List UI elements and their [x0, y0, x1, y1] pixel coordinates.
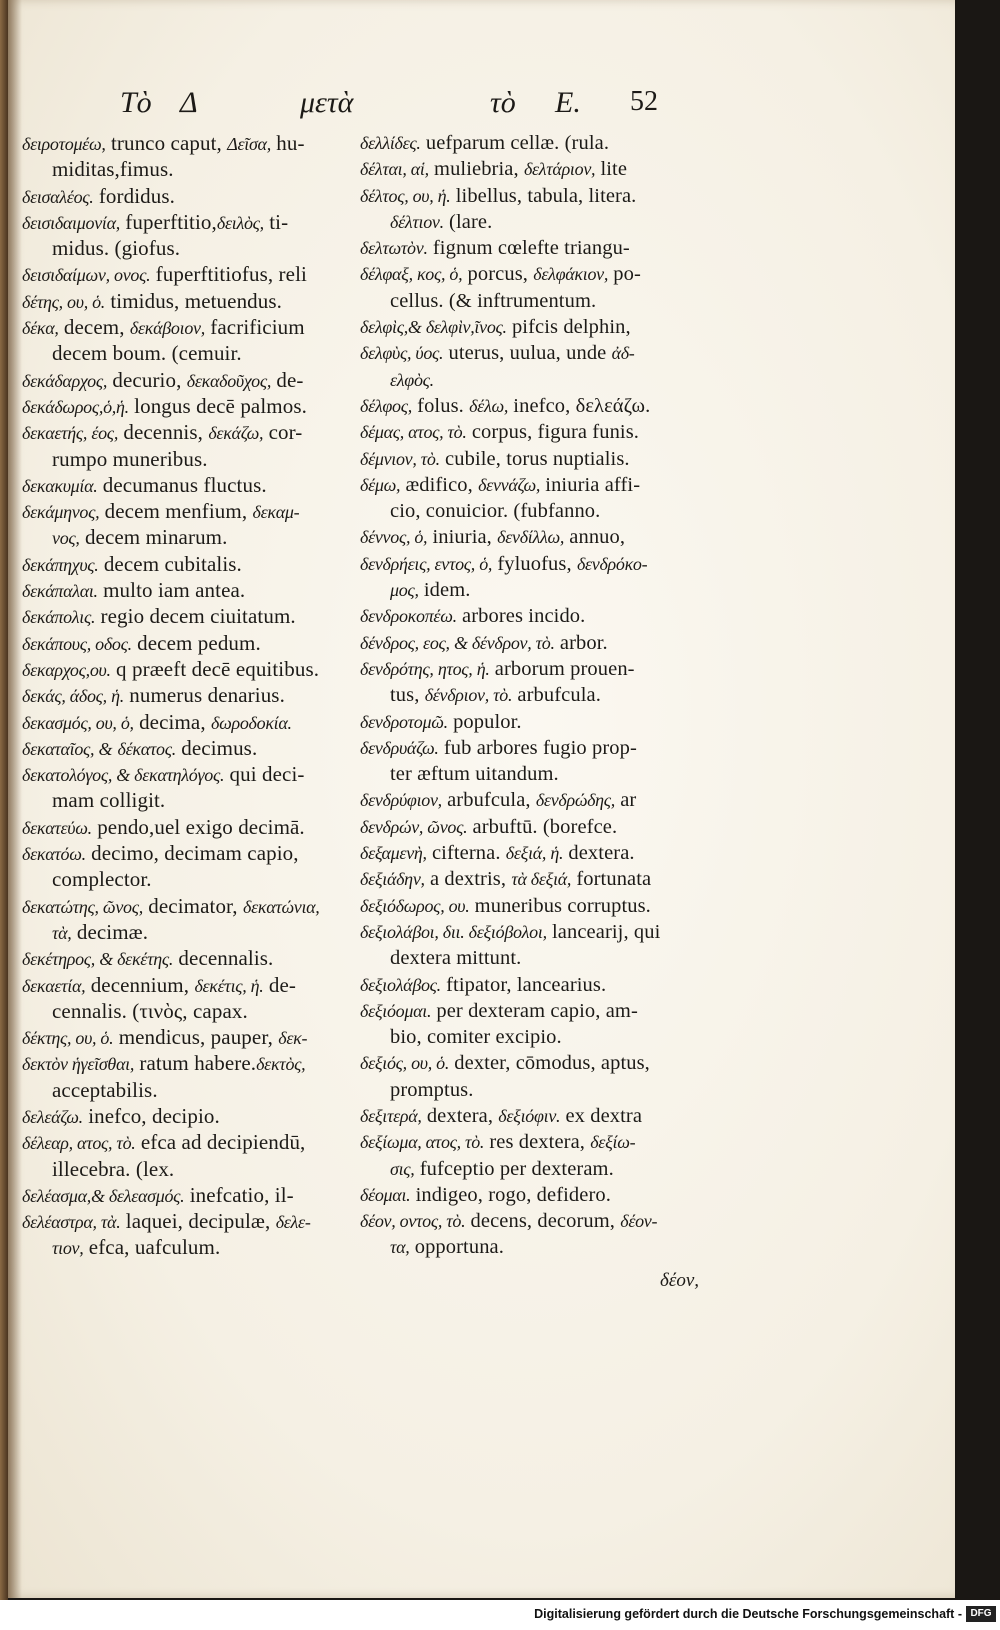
- latin-gloss: fuperftitiofus, reli: [150, 262, 307, 287]
- dictionary-line: [22, 209, 358, 235]
- greek-term: δεκάβοιον,: [129, 318, 205, 339]
- dictionary-line: [22, 235, 358, 261]
- dictionary-line: [360, 1129, 690, 1155]
- latin-gloss: bio, comiter excipio.: [390, 1026, 562, 1049]
- latin-gloss: decem minarum.: [79, 525, 228, 550]
- dictionary-line: [360, 183, 690, 209]
- dictionary-line: [360, 498, 690, 524]
- dictionary-line: [22, 998, 358, 1024]
- dictionary-line: [360, 156, 690, 182]
- latin-gloss: decennis,: [118, 420, 209, 445]
- greek-headword: τὰ,: [52, 922, 72, 943]
- greek-term: δενδρώδης,: [535, 790, 615, 811]
- dictionary-line: [22, 577, 358, 603]
- greek-headword: δεκαετία,: [22, 975, 86, 996]
- dictionary-line: [360, 1077, 690, 1103]
- greek-headword: δελφὶς,& δελφὶν,ῖνος.: [360, 317, 507, 338]
- latin-gloss: efca ad decipiendū,: [135, 1130, 306, 1155]
- greek-headword: σις,: [390, 1158, 415, 1179]
- greek-headword: δεξιάδην,: [360, 869, 425, 890]
- latin-gloss: decem boum. (cemuir.: [52, 341, 242, 366]
- greek-headword: δέκτης, ου, ὁ.: [22, 1028, 114, 1049]
- greek-headword: δεκέτηρος, & δεκέτης.: [22, 949, 174, 970]
- greek-headword: δενδρυάζω.: [360, 737, 439, 758]
- dictionary-line: [22, 866, 358, 892]
- latin-gloss: idem.: [418, 579, 471, 602]
- latin-gloss: de-: [271, 367, 304, 392]
- greek-headword: δελεάζω.: [22, 1106, 83, 1127]
- latin-gloss: acceptabilis.: [52, 1077, 158, 1102]
- greek-term: δεννάζω,: [478, 474, 541, 495]
- dictionary-line: [360, 551, 690, 577]
- greek-term: δεξιά, ἡ.: [505, 843, 564, 864]
- greek-headword: δεκάμηνος,: [22, 502, 100, 523]
- greek-headword: δεισιδαίμων, ονος.: [22, 265, 151, 286]
- dictionary-line: [22, 261, 358, 287]
- latin-gloss: decem menfium,: [99, 499, 253, 524]
- footer-bar: [0, 1600, 1000, 1630]
- latin-gloss: miditas,fimus.: [52, 157, 174, 182]
- latin-gloss: fordidus.: [93, 183, 175, 208]
- dictionary-line: [22, 603, 358, 629]
- dictionary-line: [360, 761, 690, 787]
- latin-gloss: hu-: [270, 131, 305, 155]
- dictionary-line: [360, 524, 690, 550]
- greek-headword: δεισιδαιμονία,: [22, 212, 120, 233]
- running-head-middle: μετὰ: [300, 86, 354, 119]
- latin-gloss: dextera.: [563, 842, 635, 865]
- greek-headword: δέλτιον.: [390, 211, 444, 232]
- right-column: [360, 130, 690, 1261]
- page-number: 52: [630, 86, 658, 117]
- greek-headword: δεκακυμία.: [22, 475, 98, 496]
- dictionary-line: [22, 183, 358, 209]
- greek-headword: δεξιολάβος.: [360, 974, 441, 995]
- dictionary-line: [22, 709, 358, 735]
- latin-gloss: rumpo muneribus.: [52, 446, 208, 471]
- dictionary-line: [22, 1182, 358, 1208]
- greek-headword: δεξιτερά,: [360, 1105, 422, 1126]
- latin-gloss: decimator,: [142, 893, 244, 918]
- dictionary-line: [360, 235, 690, 261]
- dictionary-line: [22, 814, 358, 840]
- latin-gloss: de-: [263, 972, 296, 997]
- greek-term: δελε-: [275, 1212, 311, 1233]
- latin-gloss: ratum habere.: [134, 1051, 257, 1076]
- dictionary-line: [22, 393, 358, 419]
- latin-gloss: libellus, tabula, litera.: [450, 184, 637, 207]
- greek-headword: δεκαταῖος, &: [22, 738, 113, 759]
- latin-gloss: facrificium: [204, 315, 305, 340]
- greek-headword: δεκάπαλαι.: [22, 581, 98, 602]
- dictionary-line: [22, 446, 358, 472]
- dictionary-line: [360, 787, 690, 813]
- greek-headword: δέκα,: [22, 318, 59, 339]
- greek-headword: δενδρότης, ητος, ἡ.: [360, 658, 490, 679]
- greek-headword: δέλται, αἱ,: [360, 159, 429, 180]
- dictionary-line: [22, 1208, 358, 1234]
- latin-gloss: regio decem ciuitatum.: [95, 604, 296, 629]
- latin-gloss: fyluofus,: [492, 552, 577, 575]
- latin-gloss: cifterna.: [426, 842, 506, 865]
- latin-gloss: illecebra. (lex.: [52, 1156, 175, 1181]
- greek-headword: δειροτομέω,: [22, 134, 106, 154]
- latin-gloss: (lare.: [443, 210, 493, 233]
- greek-term: δεκ-: [278, 1028, 308, 1049]
- latin-gloss: ter æftum uitandum.: [390, 763, 559, 786]
- greek-headword: δέλφος,: [360, 395, 412, 416]
- greek-term: δεκατώνια,: [243, 896, 320, 917]
- greek-term: δένδριον, τὸ.: [424, 685, 513, 706]
- greek-term: ἀδ-: [611, 343, 635, 364]
- greek-term: δεκάζω,: [208, 423, 264, 444]
- latin-gloss: fub arbores fugio prop-: [438, 736, 637, 759]
- latin-gloss: annuo,: [564, 526, 626, 549]
- catchword: δέον,: [660, 1270, 700, 1291]
- dictionary-line: [22, 893, 358, 919]
- dictionary-line: [360, 682, 690, 708]
- latin-gloss: ftipator, lancearius.: [440, 973, 607, 996]
- dictionary-line: [360, 840, 690, 866]
- dfg-logo-icon: DFG: [966, 1606, 996, 1622]
- greek-headword: δέμω,: [360, 474, 401, 495]
- latin-gloss: cubile, torus nuptialis.: [439, 447, 630, 470]
- latin-gloss: fufceptio per dexteram.: [414, 1157, 614, 1180]
- latin-gloss: laquei, decipulæ,: [120, 1209, 276, 1234]
- dictionary-line: [360, 367, 690, 393]
- latin-gloss: trunco caput,: [105, 131, 228, 155]
- dictionary-line: [360, 814, 690, 840]
- left-column: [22, 130, 358, 1261]
- latin-gloss: a dextris,: [424, 868, 512, 891]
- dictionary-line: [360, 288, 690, 314]
- greek-term: δενδίλλω,: [497, 527, 565, 548]
- latin-gloss: arbuftū. (borefce.: [467, 815, 618, 838]
- dictionary-line: [360, 1050, 690, 1076]
- dictionary-line: [360, 419, 690, 445]
- greek-headword: δελέασμα,& δελεασμός.: [22, 1185, 185, 1206]
- latin-gloss: cio, conuicior. (fubfanno.: [390, 500, 601, 523]
- latin-gloss: arbores incido.: [456, 605, 586, 628]
- latin-gloss: decimus.: [175, 735, 258, 760]
- latin-gloss: decennium,: [85, 972, 195, 997]
- dictionary-line: [360, 866, 690, 892]
- dictionary-line: [22, 735, 358, 761]
- latin-gloss: q præeft decē equitibus.: [110, 656, 320, 681]
- greek-headword: δεκασμός, ου, ὁ,: [22, 712, 134, 733]
- dictionary-line: [360, 603, 690, 629]
- greek-headword: δεκάδαρχος,: [22, 370, 108, 391]
- latin-gloss: decem pedum.: [131, 630, 261, 655]
- greek-headword: δέλφαξ, κος, ὁ,: [360, 264, 463, 285]
- dictionary-line: [360, 472, 690, 498]
- dictionary-line: [22, 656, 358, 682]
- dictionary-line: [22, 919, 358, 945]
- latin-gloss: lite: [595, 158, 628, 181]
- latin-gloss: inefco, decipio.: [82, 1103, 220, 1128]
- latin-gloss: uefparum cellæ. (rula.: [420, 132, 610, 154]
- greek-headword: νος,: [52, 528, 80, 549]
- latin-gloss: arborum prouen-: [489, 657, 635, 680]
- greek-headword: δεισαλέος.: [22, 186, 94, 207]
- greek-headword: δενδρήεις, εντος, ὁ,: [360, 553, 493, 574]
- greek-headword: δέομαι.: [360, 1184, 411, 1205]
- dictionary-line: [22, 1024, 358, 1050]
- dictionary-line: [360, 998, 690, 1024]
- dictionary-line: [360, 130, 690, 156]
- greek-term: δελτάριον,: [523, 159, 596, 180]
- latin-gloss: numerus denarius.: [123, 683, 285, 708]
- greek-term: δέκατος.: [117, 738, 176, 759]
- greek-headword: δενδροτομῶ.: [360, 711, 448, 732]
- dictionary-line: [22, 1103, 358, 1129]
- page-gutter-shadow: [8, 0, 22, 1598]
- latin-gloss: complector.: [52, 867, 152, 892]
- greek-term: δέλω,: [469, 395, 509, 416]
- greek-headword: δέννος, ὁ,: [360, 527, 428, 548]
- greek-headword: δεκτὸν ἡγεῖσθαι,: [22, 1054, 135, 1075]
- greek-headword: ελφὸς.: [390, 369, 434, 390]
- latin-gloss: populor.: [447, 710, 522, 733]
- dictionary-line: [22, 1234, 358, 1260]
- dictionary-line: [22, 419, 358, 445]
- latin-gloss: lancearij, qui: [546, 920, 661, 943]
- running-head-left-1: Τὸ: [120, 86, 152, 119]
- latin-gloss: dextera mittunt.: [390, 947, 522, 970]
- latin-gloss: midus. (giofus.: [52, 236, 181, 261]
- latin-gloss: qui deci-: [224, 762, 305, 787]
- latin-gloss: efca, uafculum.: [83, 1235, 221, 1260]
- latin-gloss: po-: [608, 263, 641, 286]
- dictionary-line: [22, 498, 358, 524]
- latin-gloss: decens, decorum,: [465, 1210, 621, 1233]
- latin-gloss: cennalis. (τινὸς, capax.: [52, 998, 248, 1023]
- latin-gloss: cor-: [263, 420, 303, 445]
- latin-gloss: fignum cœlefte triangu-: [427, 237, 630, 260]
- dictionary-line: [22, 156, 358, 182]
- dictionary-line: [22, 314, 358, 340]
- dictionary-line: [360, 945, 690, 971]
- latin-gloss: folus.: [411, 394, 470, 417]
- latin-gloss: decennalis.: [173, 946, 274, 971]
- greek-headword: δεξιολάβοι, διι. δεξιόβολοι,: [360, 921, 547, 942]
- greek-headword: δεκάς, άδος, ἡ.: [22, 686, 124, 707]
- latin-gloss: ex dextra: [560, 1104, 643, 1127]
- greek-term: δεκτὸς,: [256, 1054, 306, 1075]
- greek-term: δενδρόκο-: [576, 553, 648, 574]
- latin-gloss: decurio,: [107, 367, 187, 392]
- latin-gloss: decumanus fluctus.: [97, 472, 267, 497]
- latin-gloss: opportuna.: [409, 1236, 504, 1259]
- greek-term: δεκαμ-: [252, 502, 300, 523]
- dictionary-line: [360, 261, 690, 287]
- greek-term: Δεῖσα,: [227, 134, 271, 154]
- dictionary-line: [360, 630, 690, 656]
- greek-term: δέον-: [620, 1211, 658, 1232]
- dictionary-line: [22, 945, 358, 971]
- greek-headword: δένδρος, εος, & δένδρον, τὸ.: [360, 632, 555, 653]
- latin-gloss: inefco, δελεάζω.: [508, 394, 651, 417]
- dictionary-line: [360, 340, 690, 366]
- greek-headword: δεκάπηχυς.: [22, 554, 99, 575]
- greek-term: δωροδοκία.: [211, 712, 292, 733]
- greek-headword: δέλεαρ, ατος, τὸ.: [22, 1133, 136, 1154]
- latin-gloss: ædifico,: [400, 473, 479, 496]
- latin-gloss: dextera,: [421, 1104, 499, 1127]
- dictionary-line: [22, 472, 358, 498]
- latin-gloss: iniuria affi-: [540, 473, 641, 496]
- latin-gloss: decimæ.: [71, 919, 149, 944]
- greek-headword: δενδρών, ῶνος.: [360, 816, 468, 837]
- latin-gloss: mam colligit.: [52, 788, 166, 813]
- dictionary-line: [360, 1182, 690, 1208]
- greek-headword: δεκαρχος,ου.: [22, 659, 111, 680]
- dictionary-line: [360, 577, 690, 603]
- greek-headword: δεκατεύω.: [22, 817, 92, 838]
- greek-headword: δεκατόω.: [22, 844, 86, 865]
- latin-gloss: decima,: [133, 709, 212, 734]
- dictionary-line: [360, 1103, 690, 1129]
- dictionary-line: [360, 972, 690, 998]
- latin-gloss: corpus, figura funis.: [466, 421, 640, 444]
- dictionary-line: [22, 1077, 358, 1103]
- latin-gloss: promptus.: [390, 1078, 474, 1101]
- dictionary-line: [360, 1156, 690, 1182]
- greek-headword: δεκατώτης, ῶνος,: [22, 896, 143, 917]
- footer-credit: Digitalisierung gefördert durch die Deutsche Forschungsgemeinschaft -: [534, 1607, 962, 1621]
- dictionary-line: [22, 630, 358, 656]
- dictionary-line: [22, 761, 358, 787]
- latin-gloss: longus decē palmos.: [128, 393, 307, 418]
- greek-headword: δέμνιον, τὸ.: [360, 448, 440, 469]
- greek-headword: δελέαστρα, τὰ.: [22, 1212, 121, 1233]
- greek-term: τὰ δεξιά,: [511, 869, 572, 890]
- latin-gloss: arbufcula.: [512, 684, 601, 707]
- latin-gloss: decem cubitalis.: [98, 551, 242, 576]
- greek-headword: τα,: [390, 1237, 410, 1258]
- greek-headword: δεξιόομαι.: [360, 1000, 432, 1021]
- greek-headword: δεκατολόγος, & δεκατηλόγος.: [22, 765, 225, 786]
- greek-term: δεκαδοῦχος,: [186, 370, 272, 391]
- latin-gloss: porcus,: [462, 263, 534, 286]
- dictionary-line: [22, 1050, 358, 1076]
- latin-gloss: ti-: [263, 209, 289, 234]
- latin-gloss: inefcatio, il-: [184, 1182, 294, 1207]
- dictionary-line: [22, 524, 358, 550]
- greek-term: δελφάκιον,: [533, 264, 609, 285]
- latin-gloss: per dexteram capio, am-: [431, 999, 638, 1022]
- latin-gloss: uterus, uulua, unde: [443, 342, 612, 365]
- dictionary-line: [360, 393, 690, 419]
- greek-headword: δενδροκοπέω.: [360, 606, 457, 627]
- latin-gloss: ar: [614, 789, 637, 812]
- dictionary-line: [22, 367, 358, 393]
- dictionary-line: [360, 446, 690, 472]
- dictionary-line: [360, 1234, 690, 1260]
- dictionary-line: [360, 1208, 690, 1234]
- greek-headword: δεξίωμα, ατος, τὸ.: [360, 1132, 485, 1153]
- greek-term: δεξίω-: [590, 1132, 636, 1153]
- dictionary-line: [360, 919, 690, 945]
- greek-headword: δεκάπολις.: [22, 607, 96, 628]
- latin-gloss: cellus. (& inftrumentum.: [390, 289, 597, 312]
- latin-gloss: decem,: [58, 315, 130, 340]
- dictionary-line: [22, 682, 358, 708]
- dictionary-line: [22, 972, 358, 998]
- greek-headword: δελλίδες.: [360, 133, 421, 153]
- greek-headword: δεξιός, ου, ὁ.: [360, 1053, 450, 1074]
- latin-gloss: muliebria,: [428, 158, 524, 181]
- greek-headword: δεκάπους, οδος.: [22, 633, 132, 654]
- latin-gloss: timidus, metuendus.: [105, 288, 282, 313]
- latin-gloss: mendicus, pauper,: [113, 1025, 279, 1050]
- dictionary-line: [22, 130, 358, 156]
- greek-headword: δέον, οντος, τὸ.: [360, 1211, 466, 1232]
- greek-headword: δελφὺς, ύος.: [360, 343, 444, 364]
- latin-gloss: multo iam antea.: [97, 578, 246, 603]
- greek-headword: δέλτος, ου, ἡ.: [360, 185, 451, 206]
- latin-gloss: muneribus corruptus.: [469, 894, 651, 917]
- running-head-right-1: τὸ: [490, 86, 516, 119]
- latin-gloss: decimo, decimam capio,: [85, 841, 299, 866]
- latin-gloss: fuperftitio,: [119, 209, 217, 234]
- latin-gloss: pendo,uel exigo decimā.: [91, 814, 305, 839]
- greek-term: δεξιόφιν.: [498, 1105, 561, 1126]
- latin-gloss: fortunata: [571, 868, 652, 891]
- latin-gloss: tus,: [390, 684, 425, 707]
- greek-headword: μος,: [390, 580, 419, 601]
- dictionary-line: [22, 1129, 358, 1155]
- greek-headword: δεκαετής, έος,: [22, 423, 119, 444]
- running-head-left-2: Δ: [180, 86, 198, 119]
- greek-term: δεκέτις, ἡ.: [194, 975, 264, 996]
- dictionary-line: [360, 893, 690, 919]
- latin-gloss: pifcis delphin,: [506, 316, 631, 339]
- dictionary-line: [22, 288, 358, 314]
- greek-headword: δενδρύφιον,: [360, 790, 442, 811]
- dictionary-line: [360, 314, 690, 340]
- latin-gloss: arbor.: [554, 631, 608, 654]
- running-head-right-2: Ε.: [555, 86, 581, 119]
- latin-gloss: dexter, cōmodus, aptus,: [449, 1052, 650, 1075]
- dictionary-line: [22, 840, 358, 866]
- dictionary-line: [360, 209, 690, 235]
- greek-headword: τιον,: [52, 1238, 84, 1259]
- dictionary-line: [22, 787, 358, 813]
- dictionary-line: [22, 340, 358, 366]
- dictionary-line: [360, 1024, 690, 1050]
- dictionary-line: [360, 656, 690, 682]
- dictionary-line: [360, 709, 690, 735]
- greek-headword: δεξαμενὴ,: [360, 843, 427, 864]
- latin-gloss: iniuria,: [427, 526, 498, 549]
- greek-headword: δεκάδωρος,ὁ,ἡ.: [22, 396, 129, 417]
- latin-gloss: arbufcula,: [441, 789, 536, 812]
- greek-headword: δεξιόδωρος, ου.: [360, 895, 470, 916]
- greek-headword: δέτης, ου, ὁ.: [22, 291, 105, 312]
- greek-headword: δελτωτὸν.: [360, 238, 428, 259]
- latin-gloss: res dextera,: [484, 1131, 591, 1154]
- greek-headword: δέμας, ατος, τὸ.: [360, 422, 467, 443]
- dictionary-line: [22, 1156, 358, 1182]
- greek-term: δειλὸς,: [216, 212, 264, 233]
- dictionary-line: [22, 551, 358, 577]
- dictionary-line: [360, 735, 690, 761]
- latin-gloss: indigeo, rogo, defidero.: [410, 1183, 611, 1206]
